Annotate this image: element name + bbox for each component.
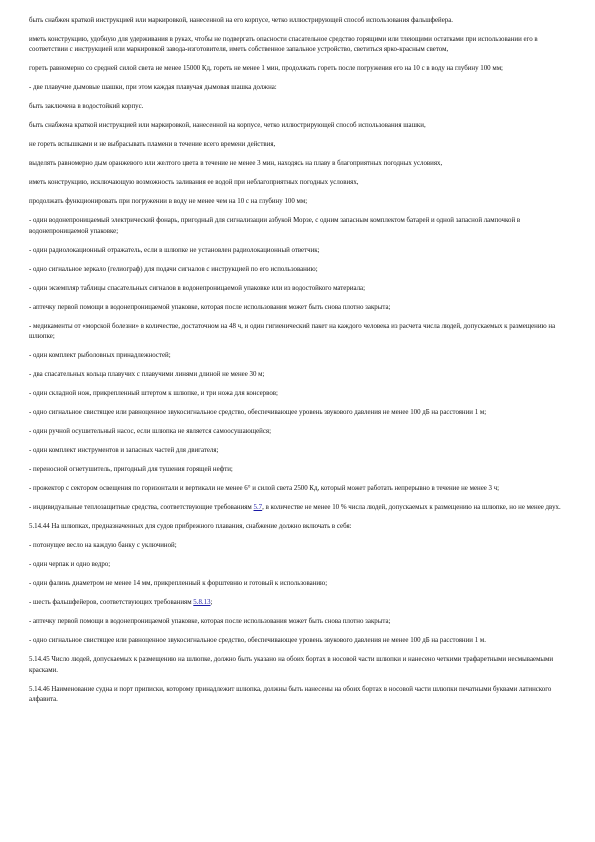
paragraph — [29, 265, 567, 275]
paragraph-text: быть заключена в водостойкий корпус. — [29, 103, 144, 111]
paragraph-text: - аптечку первой помощи в водонепроницаемой упаковке, которая после использования может быть снова плотно закрыта; — [29, 303, 391, 311]
paragraph-text: - два спасательных кольца плавучих с плавучими линями длиной не менее 30 м; — [29, 371, 265, 379]
paragraph-text: - один комплект рыболовных принадлежностей; — [29, 352, 171, 360]
paragraph-text: - один комплект инструментов и запасных частей для двигателя; — [29, 447, 219, 455]
paragraph-text: не гореть вспышками и не выбрасывать пламени в течение всего времени действия, — [29, 141, 276, 149]
paragraph-text: гореть равномерно со средней силой света не менее 15000 Кд, гореть не менее 1 мин, продолжать гореть после погружения его на 10 с в воду на глубину 100 мм; — [29, 65, 503, 73]
paragraph — [29, 560, 567, 570]
paragraph-text: - потонущее весло на каждую банку с уключиной; — [29, 542, 177, 550]
paragraph-text: - аптечку первой помощи в водонепроницаемой упаковке, которая после использования может быть снова плотно закрыта; — [29, 618, 391, 626]
paragraph-text: - медикаменты от «морской болезни» в количестве, достаточном на 48 ч, и один гигиенический пакет на каждого человека из расчета числа людей, допускаемых к размещению на шлюпке; — [29, 322, 556, 341]
paragraph — [29, 427, 567, 437]
paragraph — [29, 484, 567, 494]
paragraph-text: - один черпак и одно ведро; — [29, 561, 111, 569]
paragraph-text: - прожектор с сектором освещения по горизонтали и вертикали не менее 6° и силой света 2500 Кд, который может работать непрерывно в течение не менее 3 ч; — [29, 485, 500, 493]
paragraph — [29, 322, 567, 343]
paragraph-text: 5.14.46 Наименование судна и порт приписки, которому принадлежит шлюпка, должны быть нанесены на обоих бортах в носовой части шлюпки печатными буквами латинского алфавита. — [29, 685, 552, 704]
paragraph — [29, 617, 567, 627]
paragraph — [29, 370, 567, 380]
paragraph-text: - одно сигнальное свистящее или равноценное звукосигнальное средство, обеспечивающее уровень звукового давления не менее 100 дБ на расстоянии 1 м. — [29, 637, 486, 645]
paragraph — [29, 246, 567, 256]
paragraph-text: иметь конструкцию, исключающую возможность заливания ее водой при неблагоприятных погодных условиях, — [29, 179, 359, 187]
paragraph — [29, 178, 567, 188]
paragraph — [29, 522, 567, 532]
paragraph-text: - две плавучие дымовые шашки, при этом каждая плавучая дымовая шашка должна: — [29, 84, 277, 92]
paragraph-text: - один ручной осушительный насос, если шлюпка не является самоосушающейся; — [29, 428, 271, 436]
paragraph — [29, 303, 567, 313]
paragraph — [29, 216, 567, 237]
paragraph — [29, 465, 567, 475]
paragraph — [29, 16, 567, 26]
clause-reference-link[interactable]: 5.8.13 — [193, 599, 211, 607]
paragraph-text: - один экземпляр таблицы спасательных сигналов в водонепроницаемой упаковке или из водостойкого материала; — [29, 284, 366, 292]
paragraph-text: выделять равномерно дым оранжевого или желтого цвета в течение не менее 3 мин, находясь на плаву в благоприятных погодных условиях, — [29, 160, 443, 168]
paragraph — [29, 140, 567, 150]
paragraph — [29, 102, 567, 112]
paragraph — [29, 598, 567, 608]
paragraph-text: - индивидуальные теплозащитные средства, соответствующие требованиям — [29, 504, 254, 512]
paragraph — [29, 408, 567, 418]
paragraph-text: иметь конструкцию, удобную для удерживания в руках, чтобы не подвергать опасности спасательное средство горящими или тлеющими остатками при использовании его в соответствии с инструкцией или маркировкой завода-изготовителя, иметь собственное запальное устройство, светиться ярко-красным светом, — [29, 36, 538, 54]
paragraph — [29, 389, 567, 399]
paragraph — [29, 636, 567, 646]
paragraph — [29, 159, 567, 169]
clause-reference-link[interactable]: 5.7 — [253, 504, 263, 512]
paragraph-text: 5.14.45 Число людей, допускаемых к размещению на шлюпке, должно быть указано на обоих бортах в носовой части шлюпки и нанесено четкими трафаретными несмываемыми красками. — [29, 656, 554, 674]
paragraph-text: - один складной нож, прикрепленный штертом к шлюпке, и три ножа для консервов; — [29, 390, 278, 398]
paragraph — [29, 35, 567, 56]
paragraph-text: быть снабжен краткой инструкцией или маркировкой, нанесенной на его корпусе, четко иллюстрирующей способ использования фальшфейера. — [29, 17, 454, 24]
paragraph — [29, 83, 567, 93]
paragraph-text: - одно сигнальное свистящее или равноценное звукосигнальное средство, обеспечивающее уровень звукового давления не менее 100 дБ на расстоянии 1 м; — [29, 409, 487, 417]
paragraph — [29, 446, 567, 456]
paragraph-text: - один фалинь диаметром не менее 14 мм, прикрепленный к форштевню и готовый к использованию; — [29, 580, 328, 588]
paragraph-text: - шесть фальшфейеров, соответствующих требованиям — [29, 599, 194, 607]
paragraph — [29, 541, 567, 551]
paragraph-text: - один водонепроницаемый электрический фонарь, пригодный для сигнализации азбукой Морзе, с одним запасным комплектом батарей и одной запасной лампочкой в водонепроницаемой упаковке; — [29, 217, 521, 235]
paragraph — [29, 685, 567, 706]
paragraph-text: 5.14.44 На шлюпках, предназначенных для судов прибрежного плавания, снабжение должно включать в себя: — [29, 523, 352, 531]
paragraph-text-tail: ; — [210, 599, 213, 607]
paragraph-text: - одно сигнальное зеркало (гелиограф) для подачи сигналов с инструкцией по его использованию; — [29, 265, 318, 273]
paragraph-text: продолжать функционировать при погружении в воду не менее чем на 10 с на глубину 100 мм; — [29, 198, 308, 206]
paragraph — [29, 655, 567, 676]
paragraph — [29, 64, 567, 74]
paragraph-text-tail: , в количестве не менее 10 % числа людей, допускаемых к размещению на шлюпке, но не менее двух. — [262, 504, 561, 512]
paragraph-text: - один радиолокационный отражатель, если в шлюпке не установлен радиолокационный ответчик; — [29, 246, 320, 254]
paragraph — [29, 284, 567, 294]
paragraph-text: - переносной огнетушитель, пригодный для тушения горящей нефти; — [29, 466, 233, 474]
paragraph — [29, 503, 567, 513]
paragraph — [29, 121, 567, 131]
paragraph — [29, 579, 567, 589]
paragraph — [29, 197, 567, 207]
paragraph — [29, 351, 567, 361]
paragraph-text: быть снабжена краткой инструкцией или маркировкой, нанесенной на корпусе, четко иллюстрирующей способ использования шашки, — [29, 122, 426, 130]
